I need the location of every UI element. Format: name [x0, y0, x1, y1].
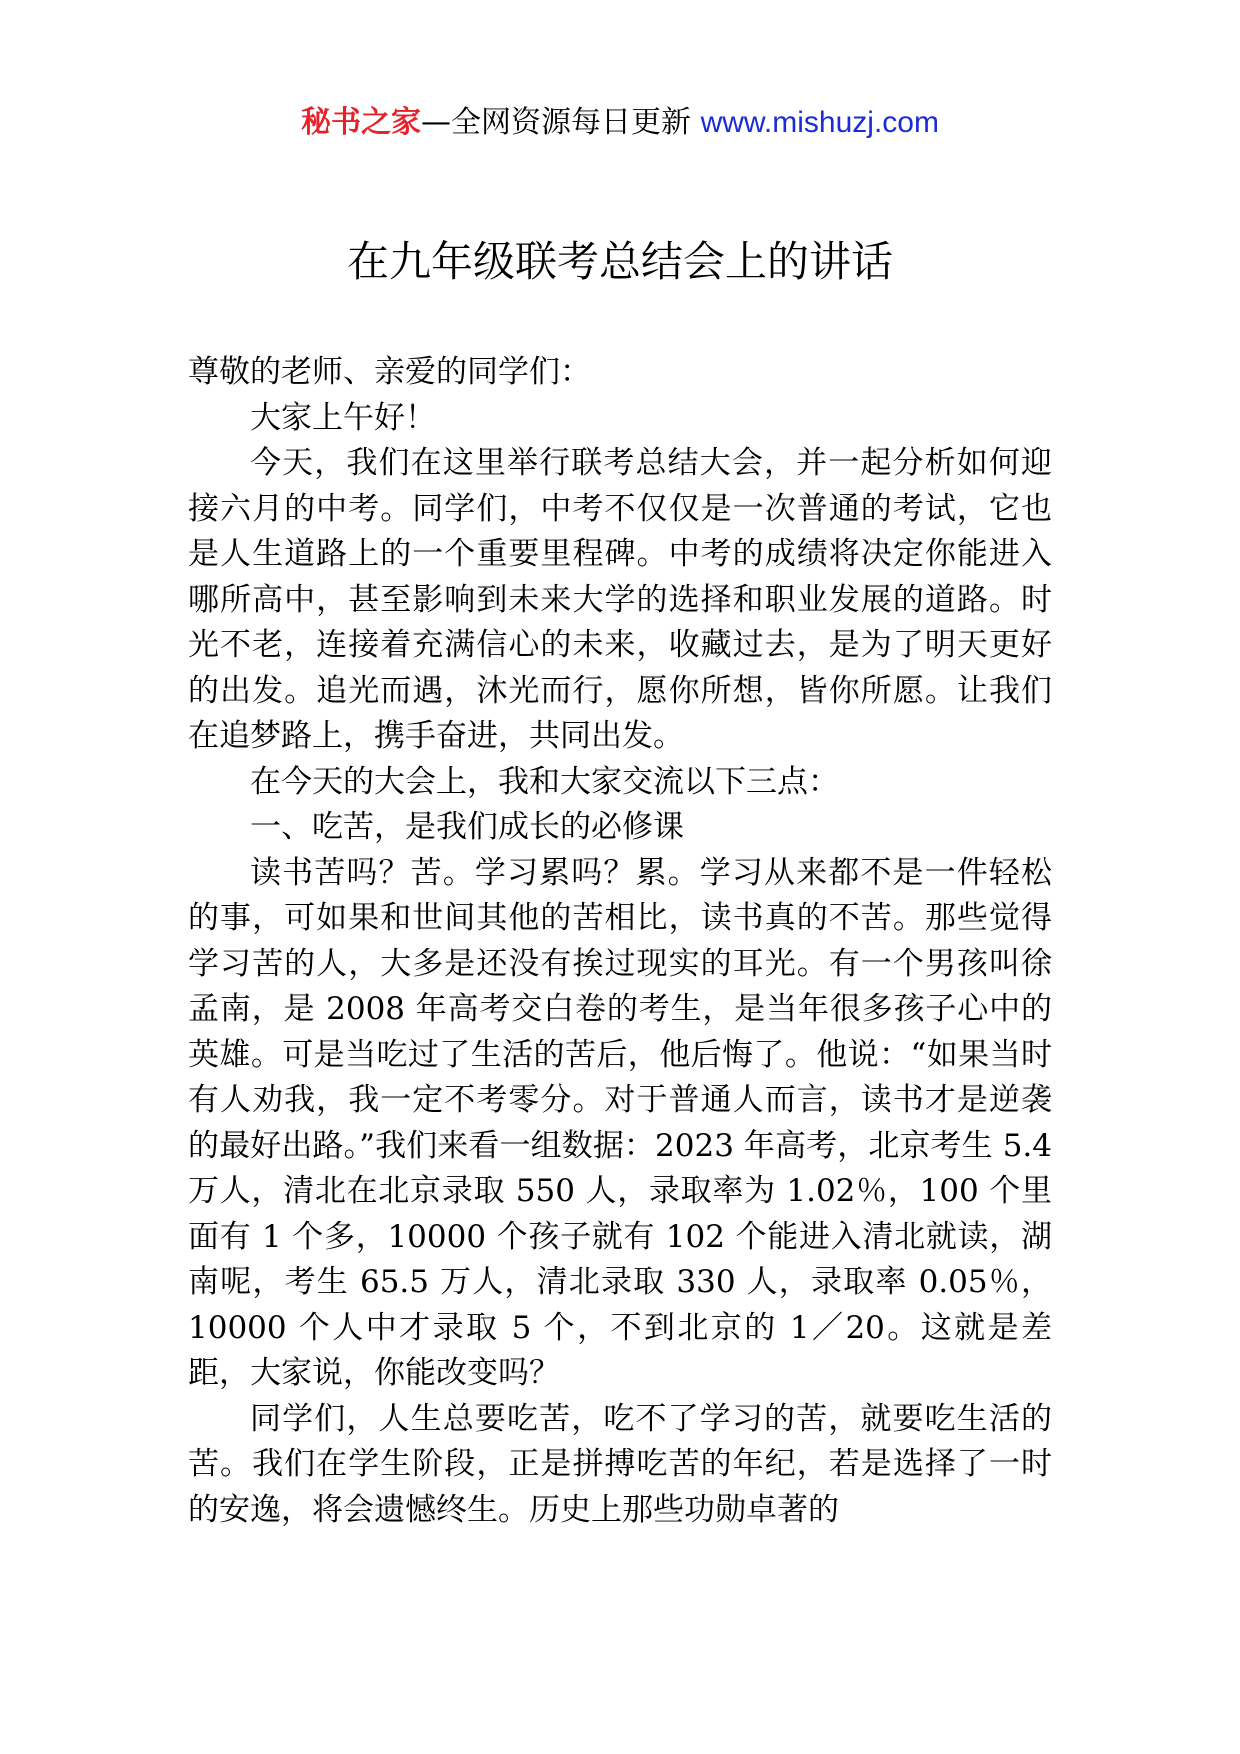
- site-tagline: —全网资源每日更新: [421, 105, 692, 140]
- site-url-link[interactable]: www.mishuzj.com: [700, 106, 939, 139]
- document-title: 在九年级联考总结会上的讲话: [346, 237, 893, 286]
- salutation: 尊敬的老师、亲爱的同学们：: [188, 354, 591, 390]
- paragraph-study-hardship: 读书苦吗？苦。学习累吗？累。学习从来都不是一件轻松的事，可如果和世间其他的苦相比，读书真的不苦。那些觉得学习苦的人，大多是还没有挨过现实的耳光。有一个男孩叫徐孟南，是 2008 年高考交白卷的考生，是当年很多孩子心中的英雄。可是当吃过了生活的苦后，他后悔了。他说：“如果当时有人劝我，我一定不考零分。对于普通人而言，读书才是逆袭的最好出路。”我们来看一组数据：2023 年高考，北京考生 5.4 万人，清北在北京录取 550 人，录取率为 1.02％，100 个里面有 1 个多，10000 个孩子就有 102 个能进入清北就读，湖南呢，考生 65.5 万人，清北录取 330 人，录取率 0.05％，10000 个人中才录取 5 个，不到北京的 1／20。这就是差距，大家说，你能改变吗？: [188, 854, 1052, 1391]
- paragraph-agenda: 在今天的大会上，我和大家交流以下三点：: [250, 763, 839, 800]
- greeting: 大家上午好！: [250, 399, 436, 436]
- section-heading-1: 一、吃苦，是我们成长的必修课: [250, 809, 684, 845]
- paragraph-intro: 今天，我们在这里举行联考总结大会，并一起分析如何迎接六月的中考。同学们，中考不仅仅是一次普通的考试，它也是人生道路上的一个重要里程碑。中考的成绩将决定你能进入哪所高中，甚至影响到未来大学的选择和职业发展的道路。时光不老，连接着充满信心的未来，收藏过去，是为了明天更好的出发。追光而遇，沐光而行，愿你所想，皆你所愿。让我们在追梦路上，携手奋进，共同出发。: [188, 445, 1052, 754]
- site-brand: 秘书之家: [301, 105, 422, 140]
- site-header: [0, 100, 1240, 146]
- paragraph-life-hardship: 同学们，人生总要吃苦，吃不了学习的苦，就要吃生活的苦。我们在学生阶段，正是拼搏吃苦的年纪，若是选择了一时的安逸，将会遗憾终生。历史上那些功勋卓著的: [188, 1400, 1052, 1528]
- document-body: [188, 350, 1052, 1533]
